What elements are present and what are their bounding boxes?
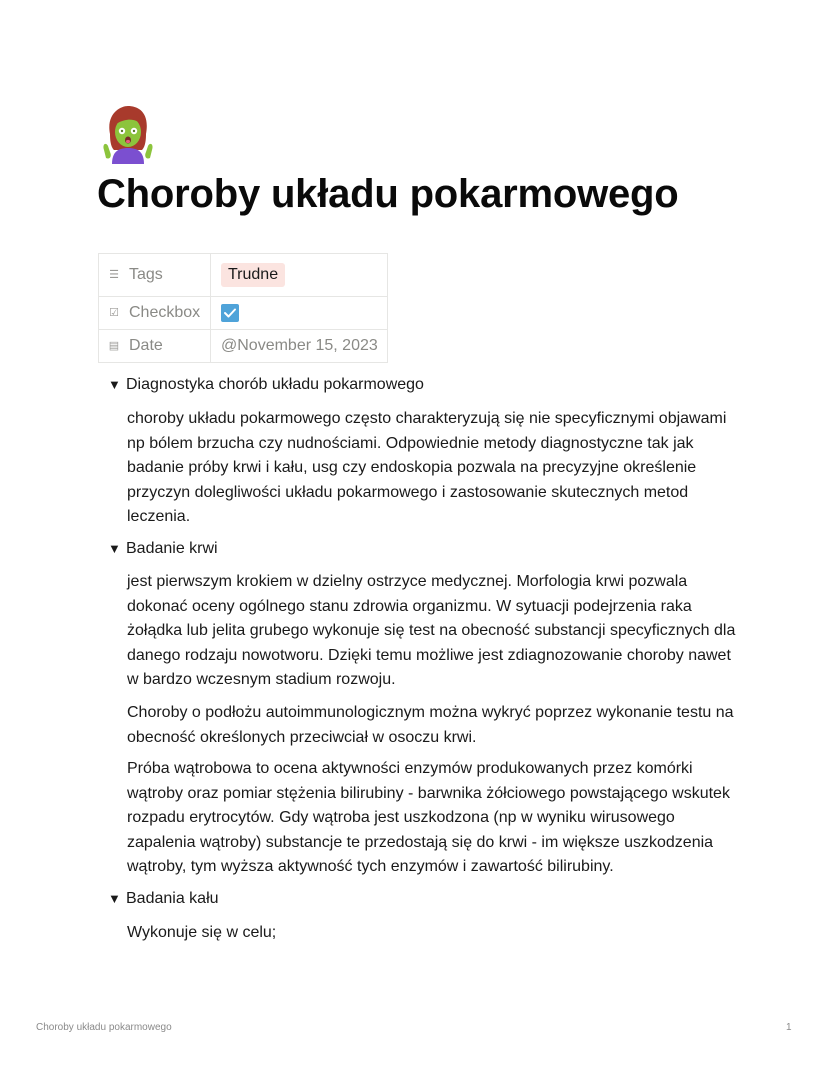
paragraph: jest pierwszym krokiem w dzielny ostrzyce medycznej. Morfologia krwi pozwala dokonać oceny ogólnego stanu zdrowia organizmu. W sytuacji podejrzenia raka żołądka lub jelita grubego wykonuje się test na obecność substancji specyficznych dla danego rodzaju nowotworu. Dzięki temu możliwe jest zdiagnozowanie choroby nawet w bardzo wczesnym stadium rozwoju.: [127, 573, 736, 689]
toggle-heading: Badanie krwi: [126, 540, 218, 557]
toggle-badanie-krwi[interactable]: [108, 540, 218, 558]
footer-title: Choroby układu pokarmowego: [36, 1022, 172, 1033]
toggle-badania-kalu[interactable]: [108, 890, 219, 908]
property-key-checkbox: [99, 297, 211, 330]
page-number: 1: [786, 1022, 792, 1033]
date-value[interactable]: @November 15, 2023: [221, 337, 378, 354]
paragraph: Próba wątrobowa to ocena aktywności enzymów produkowanych przez komórki wątroby oraz pomiar stężenia bilirubiny - barwnika żółciowego powstającego wskutek rozpadu erytrocytów. Gdy wątroba jest uszkodzona (np w wyniku wirusowego zapalenia wątroby) substancje te przedostają się do krwi - im większe uszkodzenia wątroby, tym wyższa aktywność tych enzymów i zawartość bilirubiny.: [127, 760, 730, 876]
properties-table: [98, 253, 388, 363]
checkmark-icon: [223, 307, 237, 319]
property-label: Date: [129, 336, 163, 354]
triangle-down-icon[interactable]: ▼: [108, 541, 121, 556]
property-label: Checkbox: [129, 303, 201, 321]
property-row-date: [99, 330, 388, 363]
property-label: Tags: [129, 265, 163, 283]
paragraph: Wykonuje się w celu;: [127, 924, 277, 941]
checkbox-checked[interactable]: [221, 304, 239, 322]
woman-zombie-emoji-icon: [98, 104, 158, 164]
toggle-diagnostyka[interactable]: [108, 376, 424, 394]
paragraph: choroby układu pokarmowego często charakteryzują się nie specyficznymi objawami np bólem brzucha czy nudnościami. Odpowiednie metody diagnostyczne tak jak badanie próby krwi i kału, usg czy endoskopia pozwala na precyzyjne określenie przyczyn dolegliwości układu pokarmowego i zastosowanie skutecznych metod leczenia.: [127, 410, 727, 526]
checkbox-property-icon: ☑: [109, 307, 119, 320]
property-value-date[interactable]: [211, 330, 388, 363]
calendar-icon: ▤: [108, 340, 120, 353]
toggle-heading: Diagnostyka chorób układu pokarmowego: [126, 376, 424, 393]
triangle-down-icon[interactable]: ▼: [108, 891, 121, 906]
tag-badge[interactable]: Trudne: [221, 263, 285, 287]
property-row-checkbox: [99, 297, 388, 330]
property-key-tags: [99, 254, 211, 297]
paragraph: Choroby o podłożu autoimmunologicznym można wykryć poprzez wykonanie testu na obecność określonych przeciwciał w osoczu krwi.: [127, 704, 734, 746]
triangle-down-icon[interactable]: ▼: [108, 377, 121, 392]
property-row-tags: [99, 254, 388, 297]
property-value-tags[interactable]: [211, 254, 388, 297]
toggle-heading: Badania kału: [126, 890, 219, 907]
property-value-checkbox: [211, 297, 388, 330]
property-key-date: [99, 330, 211, 363]
page-title: Choroby układu pokarmowego: [97, 172, 679, 216]
list-icon: ☰: [109, 269, 119, 282]
